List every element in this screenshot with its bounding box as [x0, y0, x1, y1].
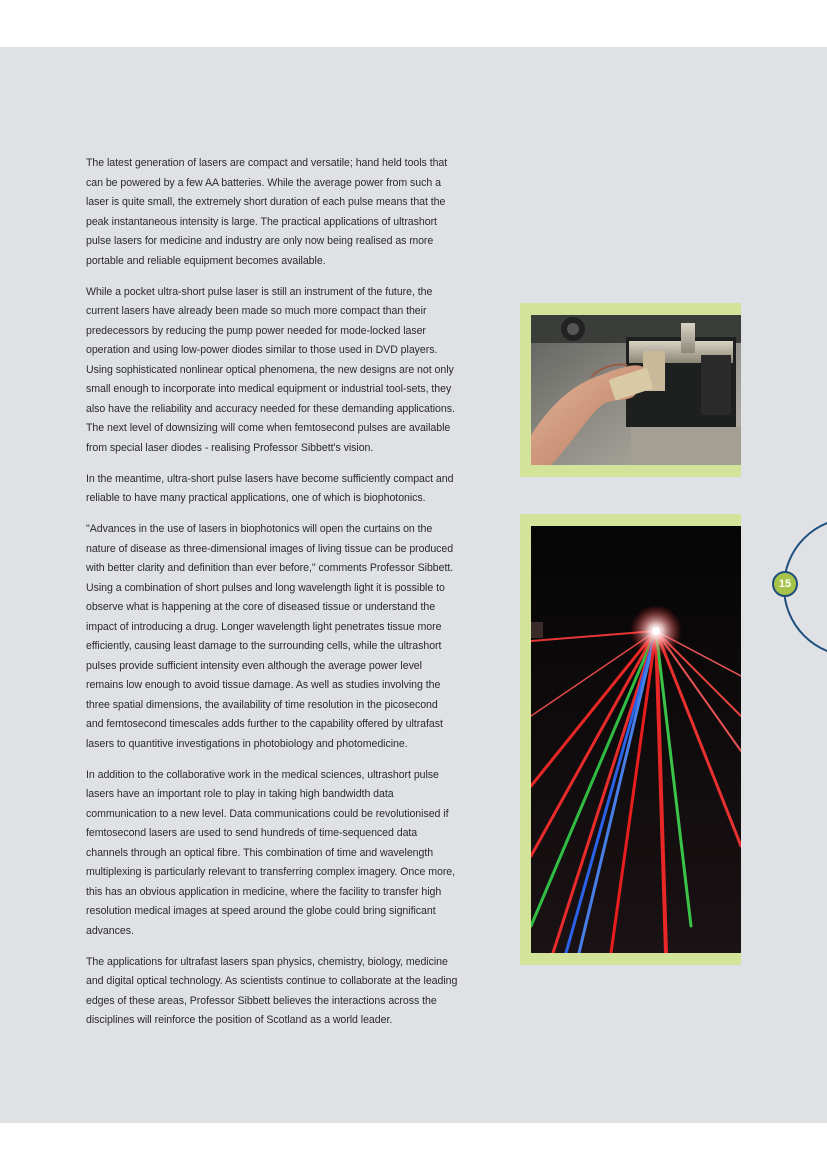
page	[0, 47, 827, 1123]
paragraph-2: While a pocket ultra-short pulse laser is still an instrument of the future, the current lasers have already been made so much more compact than their predecessors by reducing the pump power needed for mode-locked laser operation and using low-power diodes similar to those used in DVD players. Using sophisticated nonlinear optical phenomena, the new designs are not only small enough to incorporate into medical equipment or industrial tool-sets, they also have the reliability and accuracy needed for these demanding applications. The next level of downsizing will come when femtosecond pulses are available from special laser diodes - realising Professor Sibbett's vision.	[86, 285, 455, 454]
laser-beams-photo-icon	[531, 526, 741, 953]
photo-frame-laser-device	[520, 303, 741, 477]
hand-laser-photo-icon	[531, 315, 741, 465]
article-body	[86, 154, 458, 1042]
page-number-badge: 15	[772, 571, 798, 597]
paragraph-1: The latest generation of lasers are compact and versatile; hand held tools that can be powered by a few AA batteries. While the average power from such a laser is quite small, the extremely short duration of each pulse means that the peak instantaneous intensity is large. The practical applications of ultrashort pulse lasers for medicine and industry are only now being realised as more portable and reliable equipment becomes available.	[86, 157, 448, 267]
paragraph-6: The applications for ultrafast lasers span physics, chemistry, biology, medicine and digital optical technology. As scientists continue to collaborate at the leading edges of these areas, Professor Sibbett believes the interactions across the disciplines will reinforce the position of Scotland as a world leader.	[86, 955, 458, 1026]
paragraph-4: "Advances in the use of lasers in biophotonics will open the curtains on the nature of disease as three-dimensional images of living tissue can be produced with better clarity and definition than ever before," comments Professor Sibbett. Using a combination of short pulses and long wavelength light it is possible to observe what is happening at the core of diseased tissue or understand the impact of introducing a drug. Longer wavelength light penetrates tissue more efficiently, causing least damage to the surrounding cells, while the ultrashort pulses provide sufficient intensity even although the average power level remains low enough to avoid tissue damage. As well as studies involving the three spatial dimensions, the availability of time resolution in the picosecond and femtosecond timescales adds further to the capability offered by ultrafast lasers to quantitive investigations in photobiology and photomedicine.	[86, 523, 454, 750]
paragraph-3: In the meantime, ultra-short pulse lasers have become sufficiently compact and reliable to have many practical applications, one of which is biophotonics.	[86, 472, 454, 504]
paragraph-5: In addition to the collaborative work in the medical sciences, ultrashort pulse lasers have an important role to play in taking high bandwidth data communication to a new level. Data communications could be revolutionised if femtosecond lasers are used to send hundreds of time-sequenced data channels through an optical fibre. This combination of time and wavelength multiplexing is particularly relevant to transferring complex imagery. Once more, this has an obvious application in medicine, where the facility to transfer high resolution medical images at speed around the globe could bring significant advances.	[86, 768, 456, 937]
photo-frame-laser-beams	[520, 514, 741, 965]
